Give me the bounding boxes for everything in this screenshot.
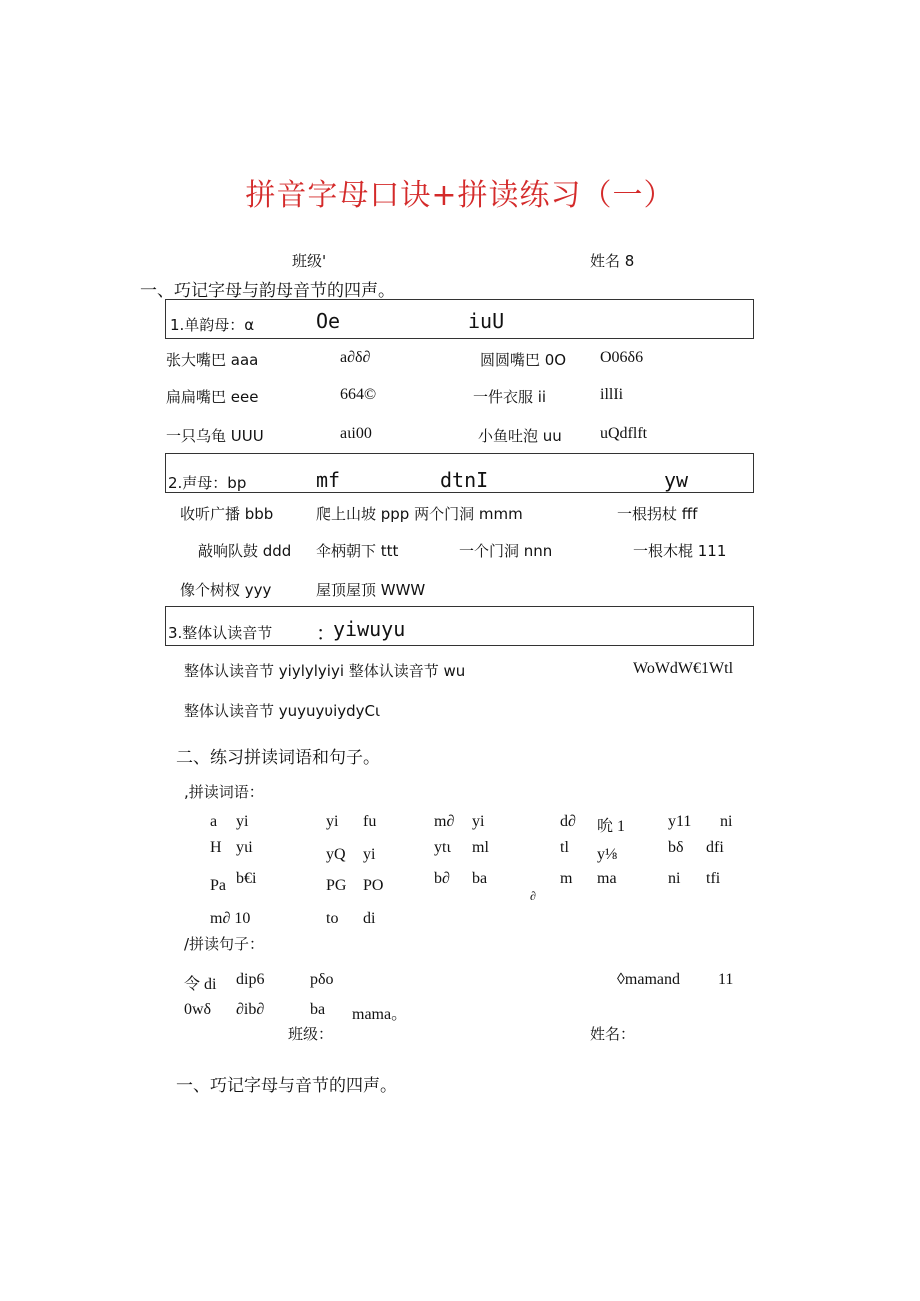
- tone-practice: illIi: [600, 386, 624, 403]
- footer-name-label: 姓名：: [590, 1025, 636, 1043]
- pinyin-word: 吮 1: [597, 818, 626, 835]
- pinyin-word: ma: [597, 870, 617, 887]
- pinyin-word: fu: [363, 813, 377, 830]
- pinyin-word: yi: [472, 813, 485, 830]
- pinyin-word: ∂: [530, 889, 536, 903]
- pinyin-word: m: [560, 870, 573, 887]
- pinyin-word: PO: [363, 877, 384, 894]
- footer-section-heading: 一、巧记字母与音节的四声。: [176, 1076, 397, 1096]
- section1-heading: 一、巧记字母与韵母音节的四声。: [140, 281, 395, 301]
- words-label: ,拼读词语：: [184, 783, 264, 801]
- initials-group-3: yw: [664, 468, 689, 492]
- pinyin-word: yi: [326, 813, 339, 830]
- rhyme-line: 一只乌龟 UUU: [166, 427, 264, 445]
- pinyin-sentence-part: mama。: [352, 1006, 408, 1023]
- section2-heading: 二、练习拼读词语和句子。: [176, 748, 380, 768]
- pinyin-word: H: [210, 839, 222, 856]
- pinyin-word: yi: [236, 813, 249, 830]
- pinyin-word: PG: [326, 877, 347, 894]
- tone-practice: 664©: [340, 386, 377, 403]
- rhyme-line: 一根木棍 111: [633, 542, 727, 560]
- pinyin-word: a: [210, 813, 218, 830]
- whole-syllables-label: 3.整体认读音节: [168, 624, 273, 642]
- whole-syllables-group: yiwuyu: [333, 617, 406, 641]
- pinyin-sentence-part: ba: [310, 1001, 326, 1018]
- pinyin-word: y⅛: [597, 846, 617, 863]
- rhyme-line: 敲响队鼓 ddd: [198, 542, 292, 560]
- single-finals-group-2: iuU: [468, 309, 505, 333]
- rhyme-line: 伞柄朝下 ttt: [316, 542, 399, 560]
- single-finals-label: 1.单韵母：α: [170, 316, 255, 334]
- rhyme-line: 整体认读音节 yuyuyυiydyCι: [184, 702, 381, 720]
- pinyin-sentence-part: ∂ib∂: [236, 1001, 265, 1018]
- pinyin-word: ni: [668, 870, 681, 887]
- pinyin-sentence-part: ◊mamand: [617, 971, 680, 988]
- pinyin-sentence-part: pδo: [310, 971, 334, 988]
- rhyme-line: 整体认读音节 yiylylyiyi 整体认读音节 wu: [184, 662, 466, 680]
- pinyin-word: y11: [668, 813, 692, 830]
- pinyin-sentence-part: dip6: [236, 971, 265, 988]
- pinyin-word: m∂: [434, 813, 455, 830]
- pinyin-word: Pa: [210, 877, 226, 894]
- class-label: 班级': [292, 252, 327, 270]
- pinyin-word: bδ: [668, 839, 684, 856]
- tone-practice: a∂δ∂: [340, 349, 371, 366]
- pinyin-word: ni: [720, 813, 733, 830]
- pinyin-word: to: [326, 910, 339, 927]
- pinyin-word: d∂: [560, 813, 576, 830]
- rhyme-line: 张大嘴巴 aaa: [166, 351, 259, 369]
- pinyin-sentence-part: 令 di: [184, 976, 217, 993]
- pinyin-word: ytι: [434, 839, 451, 856]
- footer-class-label: 班级：: [288, 1025, 334, 1043]
- rhyme-line: 小鱼吐泡 uu: [478, 427, 562, 445]
- tone-practice: O06δ6: [600, 349, 644, 366]
- pinyin-word: yιi: [236, 839, 253, 856]
- pinyin-word: b∂: [434, 870, 450, 887]
- pinyin-sentence-part: 0wδ: [184, 1001, 212, 1018]
- tone-practice: WoWdW€1Wtl: [633, 660, 734, 677]
- tone-practice: aιi00: [340, 425, 372, 442]
- initials-label: 2.声母：bp: [168, 474, 247, 492]
- rhyme-line: 爬上山坡 ppp 两个门洞 mmm: [316, 505, 523, 523]
- rhyme-line: 圆圆嘴巴 0O: [480, 351, 567, 369]
- rhyme-line: 屋顶屋顶 WWW: [316, 581, 426, 599]
- initials-group-2: dtnI: [440, 468, 489, 492]
- name-label: 姓名 8: [590, 252, 635, 270]
- rhyme-line: 一根拐杖 fff: [617, 505, 698, 523]
- pinyin-word: yi: [363, 846, 376, 863]
- single-finals-group-1: Oe: [316, 309, 341, 333]
- pinyin-word: ml: [472, 839, 489, 856]
- page-title: 拼音字母口诀+拼读练习（一）: [245, 178, 675, 213]
- pinyin-word: yQ: [326, 846, 346, 863]
- rhyme-line: 像个树杈 yyy: [180, 581, 272, 599]
- pinyin-word: di: [363, 910, 376, 927]
- pinyin-sentence-part: 11: [718, 971, 734, 988]
- pinyin-word: tfi: [706, 870, 721, 887]
- rhyme-line: 收听广播 bbb: [180, 505, 274, 523]
- rhyme-line: 扁扁嘴巴 eee: [166, 388, 259, 406]
- pinyin-word: m∂ 10: [210, 910, 251, 927]
- rhyme-line: 一个门洞 nnn: [459, 542, 553, 560]
- pinyin-word: ba: [472, 870, 488, 887]
- whole-syllables-separator: ：: [316, 621, 336, 645]
- tone-practice: uQdflft: [600, 425, 648, 442]
- initials-group-1: mf: [316, 468, 341, 492]
- pinyin-word: dfi: [706, 839, 724, 856]
- sentences-label: /拼读句子：: [184, 935, 265, 953]
- rhyme-line: 一件衣服 ii: [473, 388, 547, 406]
- pinyin-word: b€i: [236, 870, 257, 887]
- pinyin-word: tl: [560, 839, 569, 856]
